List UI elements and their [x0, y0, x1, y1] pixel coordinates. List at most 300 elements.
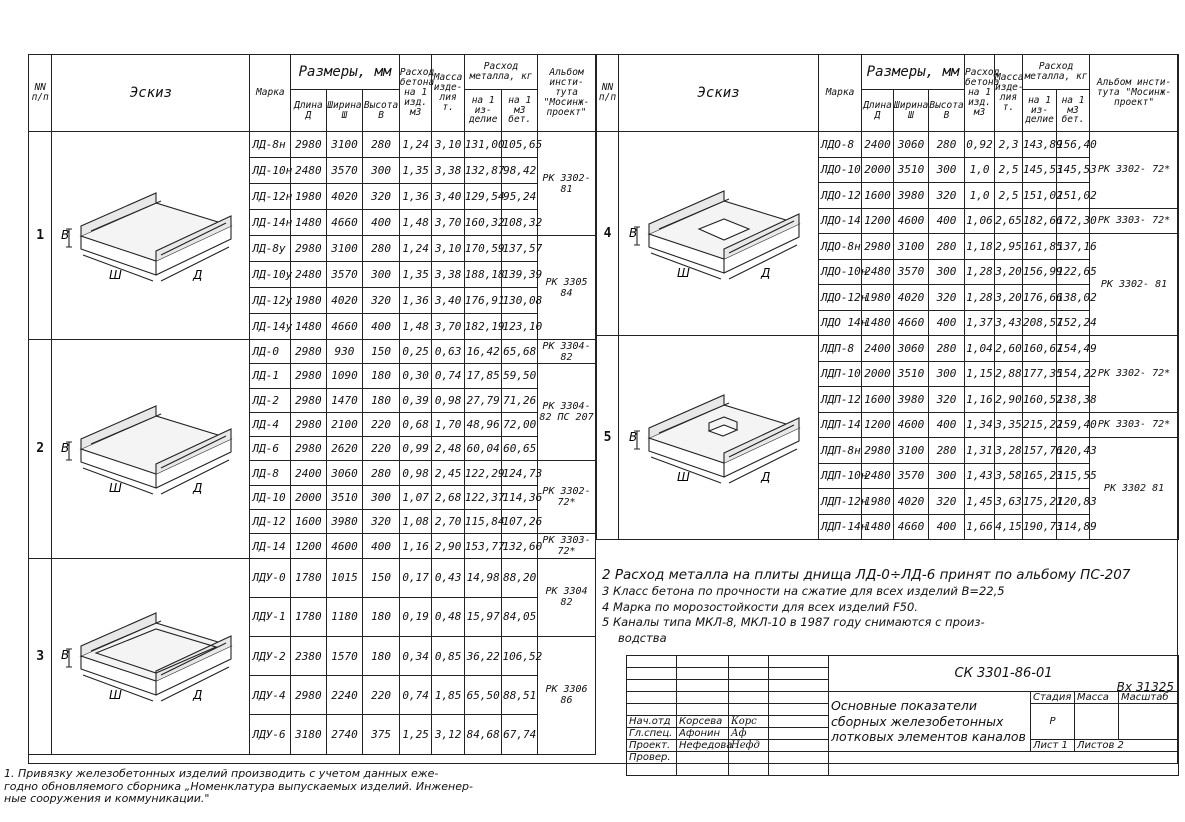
value-cell: 132,60 — [502, 534, 538, 558]
value-cell: 123,10 — [502, 314, 538, 340]
value-cell: 0,92 — [965, 132, 995, 158]
label-length: Д — [192, 480, 203, 495]
header-metal-r: Расход металла, кг — [1023, 55, 1090, 90]
note-1-line-3: ные сооружения и коммуникации." — [4, 792, 210, 806]
value-cell: 2980 — [291, 437, 327, 461]
value-cell: 1180 — [326, 597, 363, 636]
value-cell: 2,5 — [995, 183, 1023, 209]
value-cell: 0,34 — [399, 637, 432, 676]
value-cell: 3,20 — [995, 285, 1023, 311]
value-cell: 160,67 — [1023, 336, 1057, 362]
value-cell: 105,65 — [502, 132, 538, 158]
name-1: Афонин — [677, 728, 729, 740]
value-cell: 1200 — [291, 534, 327, 558]
mark-cell: ЛД-8н — [250, 132, 291, 158]
value-cell: 4020 — [894, 285, 929, 311]
sketch-cell — [52, 132, 250, 340]
value-cell: 3510 — [894, 361, 929, 387]
album-cell: РК 3304- 82 ПС 207 — [538, 364, 596, 461]
value-cell: 1,16 — [399, 534, 432, 558]
header-concrete-r: Расход бетона на 1 изд. м3 — [965, 55, 995, 132]
value-cell: 208,57 — [1023, 310, 1057, 336]
header-len-r: Длина Д — [862, 90, 894, 132]
value-cell: 1980 — [291, 288, 327, 314]
value-cell: 0,30 — [399, 364, 432, 388]
album-cell: РК 3303- 72* — [1090, 412, 1179, 438]
value-cell: 2000 — [291, 485, 327, 509]
value-cell: 1,31 — [965, 438, 995, 464]
value-cell: 1480 — [862, 514, 894, 540]
value-cell: 2400 — [862, 336, 894, 362]
value-cell: 300 — [929, 259, 965, 285]
stage-value: Р — [1031, 704, 1075, 740]
label-width: Ш — [108, 480, 122, 495]
value-cell: 1,48 — [399, 314, 432, 340]
mark-cell: ЛД-10 — [250, 485, 291, 509]
value-cell: 2980 — [291, 132, 327, 158]
value-cell: 139,39 — [502, 262, 538, 288]
note-1-line-1: 1. Привязку железобетонных изделий производить с учетом данных еже- — [4, 767, 439, 780]
value-cell: 3060 — [326, 461, 363, 485]
group-number: 1 — [29, 132, 52, 340]
mark-cell: ЛДП-14н — [819, 514, 862, 540]
value-cell: 2980 — [291, 340, 327, 364]
value-cell: 3,28 — [995, 438, 1023, 464]
value-cell: 3,38 — [432, 262, 465, 288]
value-cell: 72,00 — [502, 412, 538, 436]
mark-cell: ЛДП-12 — [819, 387, 862, 413]
header-dims: Размеры, мм — [291, 55, 400, 90]
label-length: Д — [192, 688, 203, 703]
mark-cell: ЛДО-8 — [819, 132, 862, 158]
value-cell: 131,00 — [464, 132, 502, 158]
value-cell: 3570 — [894, 463, 929, 489]
value-cell: 88,51 — [502, 676, 538, 715]
value-cell: 115,55 — [1057, 463, 1090, 489]
value-cell: 2480 — [291, 158, 327, 184]
value-cell: 1,37 — [965, 310, 995, 336]
value-cell: 300 — [363, 158, 400, 184]
value-cell: 300 — [363, 262, 400, 288]
value-cell: 0,68 — [399, 412, 432, 436]
value-cell: 2,95 — [995, 234, 1023, 260]
value-cell: 60,04 — [464, 437, 502, 461]
value-cell: 165,23 — [1023, 463, 1057, 489]
value-cell: 1,45 — [965, 489, 995, 515]
value-cell: 2620 — [326, 437, 363, 461]
value-cell: 1600 — [862, 183, 894, 209]
value-cell: 2740 — [326, 715, 363, 754]
value-cell: 67,74 — [502, 715, 538, 754]
value-cell: 3980 — [894, 183, 929, 209]
header-album: Альбом инсти- тута "Мосинж- проект" — [538, 55, 596, 132]
mark-cell: ЛД-14н — [250, 210, 291, 236]
value-cell: 120,83 — [1057, 489, 1090, 515]
mark-cell: ЛДП-8 — [819, 336, 862, 362]
value-cell: 124,73 — [502, 461, 538, 485]
sheet-count: Листов 2 — [1075, 740, 1179, 752]
value-cell: 1,34 — [965, 412, 995, 438]
value-cell: 2400 — [862, 132, 894, 158]
value-cell: 300 — [929, 157, 965, 183]
value-cell: 0,43 — [432, 558, 465, 597]
note-1-line-2: годно обновляемого сборника „Номенклатура выпускаемых изделий. Инженер- — [4, 779, 473, 793]
value-cell: 1570 — [326, 637, 363, 676]
mark-cell: ЛДП-10н — [819, 463, 862, 489]
value-cell: 0,85 — [432, 637, 465, 676]
value-cell: 2980 — [291, 676, 327, 715]
value-cell: 3,20 — [995, 259, 1023, 285]
tray-sketch-o — [629, 179, 809, 289]
mark-cell: ЛД-12 — [250, 510, 291, 534]
value-cell: 59,50 — [502, 364, 538, 388]
value-cell: 3,35 — [995, 412, 1023, 438]
value-cell: 1,06 — [965, 208, 995, 234]
value-cell: 320 — [929, 387, 965, 413]
value-cell: 3,58 — [995, 463, 1023, 489]
value-cell: 3,10 — [432, 236, 465, 262]
value-cell: 1780 — [291, 558, 327, 597]
value-cell: 65,50 — [464, 676, 502, 715]
value-cell: 138,02 — [1057, 285, 1090, 311]
value-cell: 3100 — [326, 132, 363, 158]
value-cell: 1980 — [862, 285, 894, 311]
value-cell: 0,48 — [432, 597, 465, 636]
value-cell: 3,40 — [432, 288, 465, 314]
mark-cell: ЛДУ-2 — [250, 637, 291, 676]
value-cell: 176,91 — [464, 288, 502, 314]
label-length: Д — [192, 267, 203, 282]
value-cell: 3570 — [894, 259, 929, 285]
mark-cell: ЛДО-14 — [819, 208, 862, 234]
value-cell: 2000 — [862, 157, 894, 183]
table-row — [29, 132, 596, 158]
value-cell: 2,70 — [432, 510, 465, 534]
signature-2: Нефд — [729, 740, 769, 752]
value-cell: 1,35 — [399, 262, 432, 288]
value-cell: 1,08 — [399, 510, 432, 534]
value-cell: 3180 — [291, 715, 327, 754]
label-height: В — [628, 429, 637, 444]
value-cell: 4600 — [894, 412, 929, 438]
value-cell: 4020 — [894, 489, 929, 515]
value-cell: 1,24 — [399, 236, 432, 262]
value-cell: 156,99 — [1023, 259, 1057, 285]
album-cell: РК 3305 84 — [538, 236, 596, 340]
value-cell: 95,24 — [502, 184, 538, 210]
mark-cell: ЛД-10н — [250, 158, 291, 184]
value-cell: 0,98 — [399, 461, 432, 485]
header-mass-r: Масса изде- лия т. — [995, 55, 1023, 132]
value-cell: 151,02 — [1023, 183, 1057, 209]
sketch-cell — [619, 336, 819, 540]
value-cell: 1,18 — [965, 234, 995, 260]
value-cell: 122,29 — [464, 461, 502, 485]
value-cell: 2240 — [326, 676, 363, 715]
note-5-cont: водства — [618, 630, 667, 645]
value-cell: 300 — [929, 463, 965, 489]
mark-cell: ЛД-2 — [250, 388, 291, 412]
value-cell: 145,53 — [1057, 157, 1090, 183]
value-cell: 60,65 — [502, 437, 538, 461]
mark-cell: ЛД-8 — [250, 461, 291, 485]
header-dims-r: Размеры, мм — [862, 55, 965, 90]
value-cell: 150 — [363, 340, 400, 364]
value-cell: 280 — [363, 236, 400, 262]
doc-code: СК 3301-86-01 — [954, 666, 1053, 681]
value-cell: 122,65 — [1057, 259, 1090, 285]
value-cell: 84,68 — [464, 715, 502, 754]
header-metal: Расход металла, кг — [464, 55, 537, 90]
mark-cell: ЛД-1 — [250, 364, 291, 388]
value-cell: 180 — [363, 388, 400, 412]
table-row — [29, 558, 596, 597]
mark-cell: ЛДО-10н — [819, 259, 862, 285]
value-cell: 150 — [363, 558, 400, 597]
value-cell: 114,89 — [1057, 514, 1090, 540]
value-cell: 400 — [363, 534, 400, 558]
value-cell: 4660 — [326, 314, 363, 340]
mark-cell: ЛДО-12 — [819, 183, 862, 209]
value-cell: 107,26 — [502, 510, 538, 534]
value-cell: 3570 — [326, 262, 363, 288]
label-length: Д — [760, 469, 770, 484]
left-spec-table — [28, 54, 596, 755]
value-cell: 145,53 — [1023, 157, 1057, 183]
value-cell: 132,87 — [464, 158, 502, 184]
value-cell: 1480 — [862, 310, 894, 336]
value-cell: 172,30 — [1057, 208, 1090, 234]
value-cell: 320 — [929, 183, 965, 209]
value-cell: 3510 — [326, 485, 363, 509]
role-3: Провер. — [627, 752, 677, 764]
value-cell: 108,32 — [502, 210, 538, 236]
value-cell: 154,22 — [1057, 361, 1090, 387]
tray-sketch-u — [61, 601, 241, 711]
album-cell: РК 3304 82 — [538, 558, 596, 636]
value-cell: 3100 — [894, 234, 929, 260]
value-cell: 0,98 — [432, 388, 465, 412]
value-cell: 71,26 — [502, 388, 538, 412]
value-cell: 98,42 — [502, 158, 538, 184]
mark-cell: ЛДУ-6 — [250, 715, 291, 754]
value-cell: 1200 — [862, 208, 894, 234]
value-cell: 2,48 — [432, 437, 465, 461]
value-cell: 400 — [929, 514, 965, 540]
value-cell: 182,19 — [464, 314, 502, 340]
mark-cell: ЛД-12н — [250, 184, 291, 210]
value-cell: 84,05 — [502, 597, 538, 636]
header-len: Длина Д — [291, 90, 327, 132]
value-cell: 188,18 — [464, 262, 502, 288]
signature-0: Корс — [729, 716, 769, 728]
value-cell: 48,96 — [464, 412, 502, 436]
stage-header: Стадия — [1031, 692, 1075, 704]
label-height: В — [60, 648, 70, 663]
mass-header: Масса — [1075, 692, 1119, 704]
value-cell: 320 — [363, 510, 400, 534]
value-cell: 27,79 — [464, 388, 502, 412]
value-cell: 2480 — [291, 262, 327, 288]
mark-cell: ЛД-12у — [250, 288, 291, 314]
mark-cell: ЛД-8у — [250, 236, 291, 262]
doc-code-cell — [829, 656, 1179, 692]
album-cell: РК 3302 81 — [1090, 438, 1179, 540]
header-metal-m-r: на 1 м3 бет. — [1057, 90, 1090, 132]
value-cell: 36,22 — [464, 637, 502, 676]
note-3: 3 Класс бетона по прочности на сжатие для всех изделий В=22,5 — [602, 584, 1005, 599]
value-cell: 1600 — [291, 510, 327, 534]
value-cell: 3,40 — [432, 184, 465, 210]
value-cell: 190,73 — [1023, 514, 1057, 540]
value-cell: 15,97 — [464, 597, 502, 636]
value-cell: 182,66 — [1023, 208, 1057, 234]
value-cell: 4600 — [326, 534, 363, 558]
value-cell: 1,15 — [965, 361, 995, 387]
value-cell: 400 — [929, 310, 965, 336]
value-cell: 1,70 — [432, 412, 465, 436]
value-cell: 1,0 — [965, 157, 995, 183]
value-cell: 1600 — [862, 387, 894, 413]
album-cell: РК 3302- 72* — [538, 461, 596, 534]
value-cell: 0,74 — [399, 676, 432, 715]
value-cell: 2,65 — [995, 208, 1023, 234]
value-cell: 3,43 — [995, 310, 1023, 336]
album-cell: РК 3306 86 — [538, 637, 596, 755]
header-num: NN п/п — [29, 55, 52, 132]
value-cell: 0,25 — [399, 340, 432, 364]
value-cell: 1,36 — [399, 288, 432, 314]
value-cell: 4660 — [894, 310, 929, 336]
note-4: 4 Марка по морозостойкости для всех изделий F50. — [602, 599, 918, 614]
value-cell: 159,40 — [1057, 412, 1090, 438]
label-height: В — [628, 225, 637, 240]
value-cell: 1090 — [326, 364, 363, 388]
value-cell: 16,42 — [464, 340, 502, 364]
value-cell: 175,21 — [1023, 489, 1057, 515]
header-mark-r: Марка — [819, 55, 862, 132]
value-cell: 122,37 — [464, 485, 502, 509]
value-cell: 4020 — [326, 288, 363, 314]
value-cell: 138,38 — [1057, 387, 1090, 413]
value-cell: 0,99 — [399, 437, 432, 461]
mark-cell: ЛД-0 — [250, 340, 291, 364]
header-mass: Масса изде- лия т. — [432, 55, 465, 132]
value-cell: 157,76 — [1023, 438, 1057, 464]
label-height: В — [60, 227, 70, 242]
value-cell: 3,70 — [432, 314, 465, 340]
value-cell: 4020 — [326, 184, 363, 210]
note-5: 5 Каналы типа МКЛ-8, МКЛ-10 в 1987 году снимаются с произ- — [602, 615, 985, 630]
value-cell: 129,54 — [464, 184, 502, 210]
value-cell: 4660 — [326, 210, 363, 236]
value-cell: 400 — [363, 314, 400, 340]
album-cell: РК 3303- 72* — [538, 534, 596, 558]
value-cell: 1,36 — [399, 184, 432, 210]
header-hgt: Высота В — [363, 90, 400, 132]
value-cell: 1,35 — [399, 158, 432, 184]
album-cell: РК 3303- 72* — [1090, 208, 1179, 234]
value-cell: 4660 — [894, 514, 929, 540]
value-cell: 3060 — [894, 336, 929, 362]
tray-sketch-b — [61, 394, 241, 504]
role-2: Проект. — [627, 740, 677, 752]
mark-cell: ЛДП-8н — [819, 438, 862, 464]
album-cell: РК 3302- 81 — [538, 132, 596, 236]
sheet-number: Лист 1 — [1031, 740, 1075, 752]
label-width: Ш — [676, 469, 690, 484]
mark-cell: ЛДУ-4 — [250, 676, 291, 715]
header-album-r: Альбом инсти- тута "Мосинж- проект" — [1090, 55, 1179, 132]
role-0: Нач.отд — [627, 716, 677, 728]
value-cell: 300 — [929, 361, 965, 387]
notes-block — [602, 566, 1177, 646]
value-cell: 280 — [929, 132, 965, 158]
name-0: Корсева — [677, 716, 729, 728]
value-cell: 280 — [929, 336, 965, 362]
value-cell: 215,22 — [1023, 412, 1057, 438]
sketch-cell — [52, 558, 250, 754]
value-cell: 1,25 — [399, 715, 432, 754]
table-row — [597, 132, 1179, 158]
value-cell: 130,08 — [502, 288, 538, 314]
header-sketch-r: Эскиз — [619, 55, 819, 132]
value-cell: 0,63 — [432, 340, 465, 364]
value-cell: 4,15 — [995, 514, 1023, 540]
value-cell: 3,63 — [995, 489, 1023, 515]
mark-cell: ЛДО-10 — [819, 157, 862, 183]
label-length: Д — [760, 265, 770, 280]
value-cell: 300 — [363, 485, 400, 509]
value-cell: 2980 — [862, 438, 894, 464]
value-cell: 3100 — [326, 236, 363, 262]
value-cell: 1980 — [291, 184, 327, 210]
tray-sketch-a — [61, 181, 241, 291]
mark-cell: ЛД-10у — [250, 262, 291, 288]
value-cell: 2,5 — [995, 157, 1023, 183]
value-cell: 137,57 — [502, 236, 538, 262]
value-cell: 1470 — [326, 388, 363, 412]
value-cell: 2,90 — [432, 534, 465, 558]
value-cell: 4600 — [894, 208, 929, 234]
value-cell: 120,43 — [1057, 438, 1090, 464]
value-cell: 2,90 — [995, 387, 1023, 413]
value-cell: 930 — [326, 340, 363, 364]
value-cell: 1015 — [326, 558, 363, 597]
album-cell: РК 3302- 72* — [1090, 132, 1179, 209]
value-cell: 1780 — [291, 597, 327, 636]
mark-cell: ЛДУ-0 — [250, 558, 291, 597]
value-cell: 88,20 — [502, 558, 538, 597]
value-cell: 1980 — [862, 489, 894, 515]
name-2: Нефедова — [677, 740, 729, 752]
value-cell: 400 — [929, 208, 965, 234]
label-width: Ш — [676, 265, 690, 280]
value-cell: 65,68 — [502, 340, 538, 364]
value-cell: 2000 — [862, 361, 894, 387]
value-cell: 2,3 — [995, 132, 1023, 158]
value-cell: 1,04 — [965, 336, 995, 362]
value-cell: 1,0 — [965, 183, 995, 209]
header-sketch: Эскиз — [52, 55, 250, 132]
value-cell: 2980 — [291, 412, 327, 436]
value-cell: 3,10 — [432, 132, 465, 158]
value-cell: 3570 — [326, 158, 363, 184]
header-wid-r: Ширина Ш — [894, 90, 929, 132]
value-cell: 137,16 — [1057, 234, 1090, 260]
album-cell: РК 3302- 72* — [1090, 336, 1179, 413]
value-cell: 151,02 — [1057, 183, 1090, 209]
